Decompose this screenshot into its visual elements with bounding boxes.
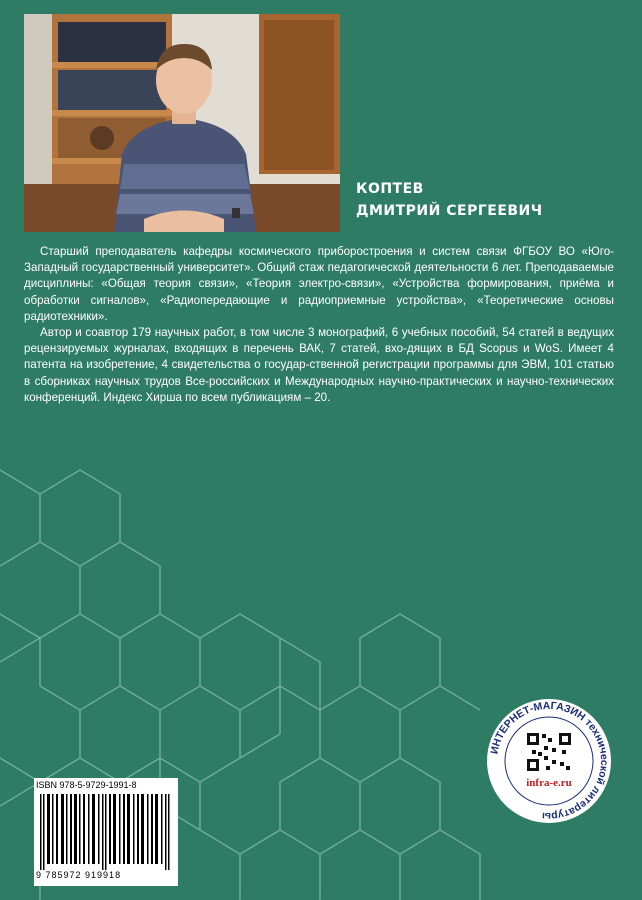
- bio-paragraph-2: [24, 325, 614, 406]
- seal-ring-text: ИНТЕРНЕТ-МАГАЗИН технической литературы: [488, 699, 611, 823]
- author-photo: [24, 14, 340, 232]
- bio-line: 54 статей в ведущих рецензируемых журналах, входящих в перечень ВАК, 7 статей, вхо-: [24, 326, 614, 356]
- author-given-names: ДМИТРИЙ СЕРГЕЕВИЧ: [356, 203, 543, 219]
- bio-line: связи», «Устройства формирования, приёма и обработки сигналов», «Радиопередающие: [24, 277, 614, 307]
- bio-line: российских и Международных научно-практических и научно-технических конференций.: [24, 374, 614, 404]
- isbn-barcode: [34, 778, 178, 886]
- shop-seal: [486, 698, 612, 824]
- author-name: [356, 178, 543, 222]
- isbn-number: ISBN 978-5-9729-1991-8: [36, 780, 137, 790]
- qr-code-icon: [526, 732, 572, 772]
- bio-line: Индекс Хирша по всем публикациям – 20.: [103, 390, 331, 404]
- author-surname: КОПТЕВ: [356, 181, 424, 197]
- bio-line: ФГБОУ ВО «Юго-Западный государственный университет». Общий стаж педагогической: [24, 245, 614, 275]
- barcode-bars: [38, 794, 174, 870]
- bio-line: ственной регистрации программы для ЭВМ, 101 статью в сборниках научных трудов Все-: [24, 358, 614, 388]
- ean-digits: 9 785972 919918: [36, 870, 122, 880]
- seal-site: infra-e.ru: [526, 777, 572, 789]
- bio-line: Автор и соавтор 179 научных работ, в том числе 3 монографий, 6 учебных пособий,: [40, 326, 499, 340]
- bio-line: деятельности 6 лет. Преподаваемые дисциплины: «Общая теория связи», «Теория электро-: [24, 261, 614, 291]
- author-bio: [24, 244, 614, 406]
- bio-line: и радиоприемные устройства», «Теоретические основы радиотехники».: [24, 293, 614, 323]
- bio-paragraph-1: [24, 244, 614, 325]
- bio-line: Старший преподаватель кафедры космического приборостроения и систем связи: [40, 245, 507, 258]
- bio-line: дящих в БД Scopus и WoS. Имеет 4 патента на изобретение, 4 свидетельства о государ-: [24, 342, 614, 372]
